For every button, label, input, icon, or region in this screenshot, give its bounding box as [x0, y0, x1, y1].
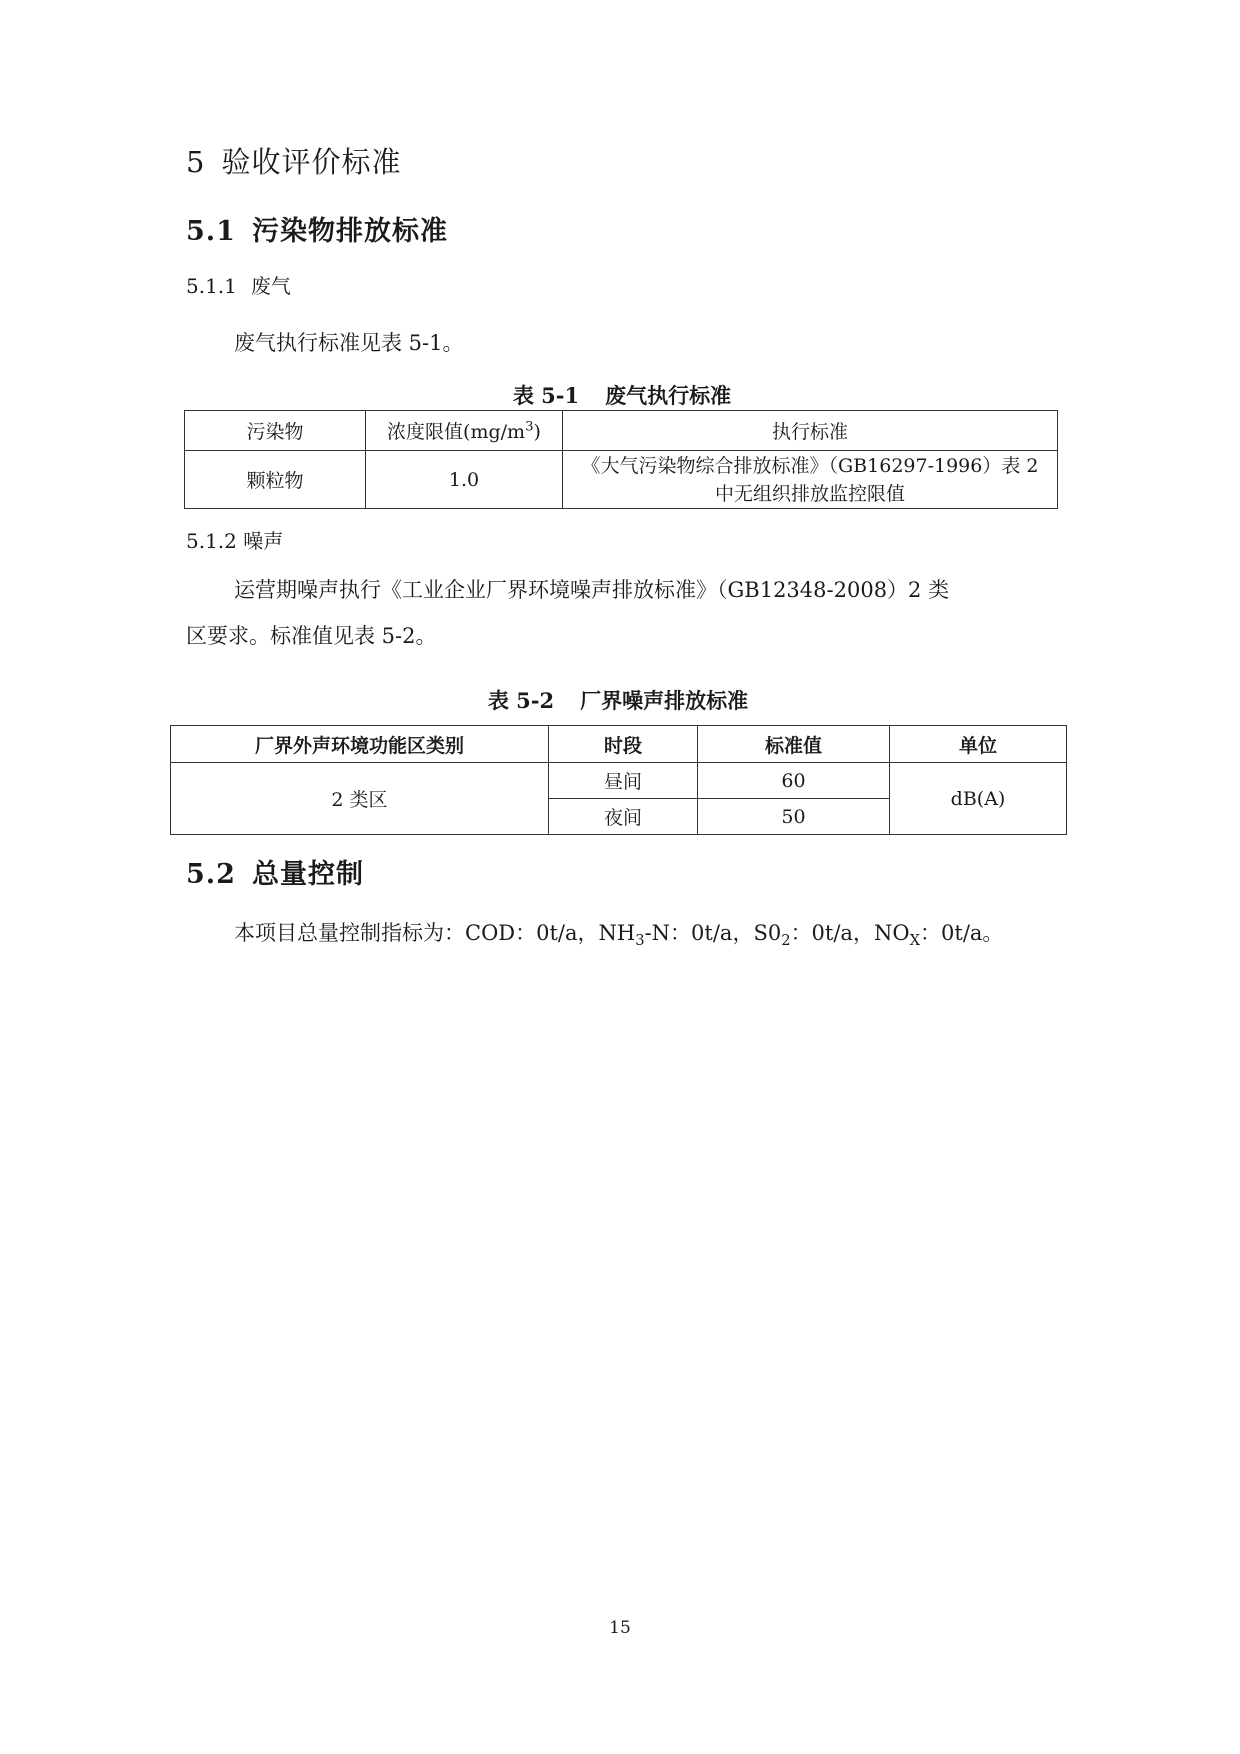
table-row	[185, 451, 1058, 509]
paragraph-total-control: 本项目总量控制指标为：COD：0t/a，$NH_3-N$：0t/a，$S0_2$：0t/a，$NO_X$：0t/a。	[234, 921, 1004, 950]
cell-value: 60	[698, 763, 890, 799]
paragraph-noise-line1: 运营期噪声执行《工业企业厂界环境噪声排放标准》（GB12348-2008）2 类	[234, 578, 950, 602]
cell-pollutant: 颗粒物	[185, 451, 366, 509]
table-5-1	[184, 410, 1058, 509]
table-5-2	[170, 725, 1067, 835]
header-period: 时段	[549, 726, 698, 763]
cell-zone: 2 类区	[171, 763, 549, 835]
paragraph-waste-gas: 废气执行标准见表 5-1。	[234, 331, 464, 355]
header-unit: 单位	[890, 726, 1067, 763]
cell-value: 50	[698, 799, 890, 835]
table-5-2-caption: 表 5-2 厂界噪声排放标准	[487, 688, 749, 713]
table-header-row	[171, 726, 1067, 763]
subsection-heading-5-1-1: 5.1.1 废气	[186, 274, 291, 298]
subsection-heading-5-1-2: 5.1.2 噪声	[186, 529, 284, 553]
header-zone-category: 厂界外声环境功能区类别	[171, 726, 549, 763]
section-heading-5-2: 5.2 总量控制	[186, 859, 364, 890]
header-standard-value: 标准值	[698, 726, 890, 763]
section-heading-5: 5 验收评价标准	[186, 145, 402, 179]
header-standard: 执行标准	[563, 411, 1058, 451]
header-pollutant: 污染物	[185, 411, 366, 451]
table-header-row	[185, 411, 1058, 451]
paragraph-noise-line2: 区要求。标准值见表 5-2。	[186, 624, 437, 648]
cell-limit: 1.0	[366, 451, 563, 509]
table-5-1-caption: 表 5-1 废气执行标准	[512, 383, 732, 408]
table-row	[171, 763, 1067, 799]
cell-period: 夜间	[549, 799, 698, 835]
header-concentration-limit: 浓度限值$(mg/m^3)$	[366, 411, 563, 451]
cell-unit: dB(A)	[890, 763, 1067, 835]
cell-period: 昼间	[549, 763, 698, 799]
section-heading-5-1: 5.1 污染物排放标准	[186, 216, 448, 247]
cell-standard: 《大气污染物综合排放标准》（GB16297-1996）表 2 中无组织排放监控限值	[563, 451, 1058, 509]
page-number: 15	[609, 1618, 631, 1638]
